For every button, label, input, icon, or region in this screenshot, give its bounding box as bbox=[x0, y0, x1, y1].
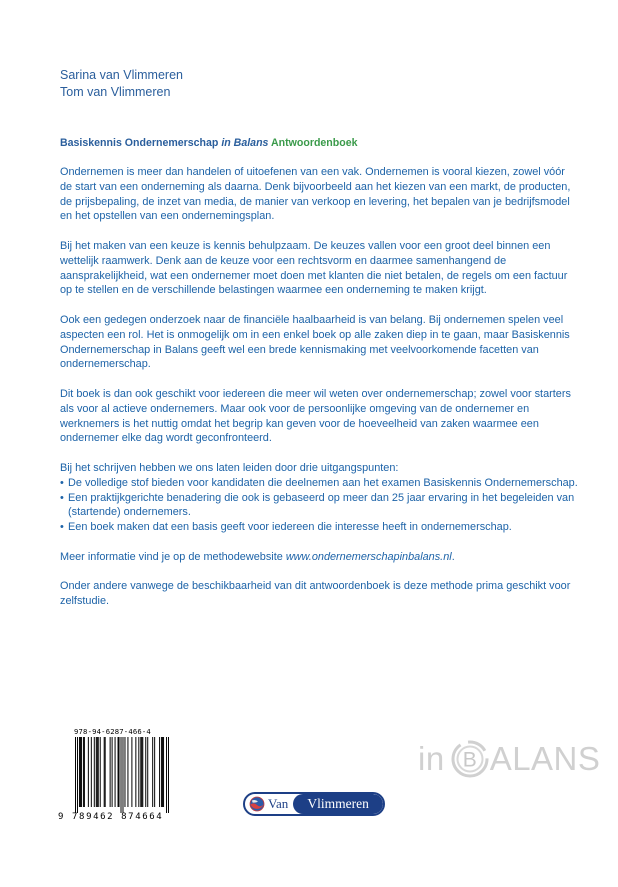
barcode-bar bbox=[152, 737, 153, 807]
barcode-bar bbox=[122, 737, 123, 813]
barcode-bars bbox=[75, 737, 169, 813]
barcode-bar bbox=[166, 737, 167, 813]
logo-prefix: in bbox=[418, 740, 445, 777]
barcode-bar bbox=[118, 737, 119, 807]
principle-item: • Een boek maken dat een basis geeft voor iedereen die interesse heeft in ondernemerschap. bbox=[60, 520, 580, 535]
barcode-bar bbox=[127, 737, 128, 807]
barcode-bar bbox=[162, 737, 163, 807]
back-cover-text bbox=[60, 165, 580, 624]
barcode-bar bbox=[163, 737, 164, 807]
barcode-bar bbox=[161, 737, 162, 807]
author-1: Sarina van Vlimmeren bbox=[60, 68, 183, 82]
website-prefix: Meer informatie vind je op de methodewebsite bbox=[60, 550, 286, 563]
barcode-bar bbox=[75, 737, 76, 813]
barcode-bar bbox=[159, 737, 160, 807]
website-line bbox=[60, 550, 580, 565]
barcode-bar bbox=[83, 737, 84, 807]
svg-text:B: B bbox=[462, 748, 477, 772]
isbn-label: 978-94-6287-466-4 bbox=[74, 727, 151, 736]
publisher-name-part1: Van bbox=[268, 796, 289, 811]
barcode-bar bbox=[80, 737, 81, 807]
title-main: Basiskennis Ondernemerschap bbox=[60, 137, 222, 149]
barcode-bar bbox=[104, 737, 105, 807]
barcode-bar bbox=[79, 737, 80, 807]
barcode-bar bbox=[105, 737, 106, 807]
barcode-bar bbox=[91, 737, 92, 807]
title-series: in Balans bbox=[221, 137, 269, 149]
authors bbox=[60, 67, 183, 101]
barcode-bar bbox=[81, 737, 82, 807]
logo-rest: ALANS bbox=[489, 740, 601, 777]
publisher-name-part2: Vlimmeren bbox=[293, 794, 383, 814]
barcode-bar bbox=[96, 737, 97, 807]
barcode-bar bbox=[124, 737, 125, 807]
principle-item: • De volledige stof bieden voor kandidaten die deelnemen aan het examen Basiskennis Ondernemerschap. bbox=[60, 476, 580, 491]
website-link[interactable]: www.ondernemerschapinbalans.nl bbox=[285, 550, 452, 563]
website-suffix: . bbox=[451, 550, 455, 563]
barcode-bar bbox=[77, 737, 78, 813]
paragraph: Ook een gedegen onderzoek naar de financiële haalbaarheid is van belang. Bij ondernemen spelen veel aspecten een rol. Het is onmogelijk om in een enkel boek op alle zaken diep in te gaan, maar Basiskennis Ondernemerschap in Balans geeft wel een brede kennismaking met veelvoorkomende facetten van ondernemerschap. bbox=[60, 313, 570, 371]
principles-list bbox=[60, 476, 580, 535]
barcode-bar bbox=[121, 737, 122, 813]
barcode-bar bbox=[142, 737, 143, 807]
barcode-bar bbox=[168, 737, 169, 813]
paragraph: Bij het maken van een keuze is kennis behulpzaam. De keuzes vallen voor een groot deel binnen een wettelijk raamwerk. Denk aan de keuze voor een rechtsvorm en daarmee samenhangend de aansprakelijkheid, wat een ondernemer moet doen met klanten die niet betalen, de regels om een factuur op te stellen en de verschillende belastingen waarmee een onderneming te maken krijgt. bbox=[60, 239, 568, 297]
balans-circle-icon bbox=[450, 739, 490, 779]
barcode-bar bbox=[98, 737, 99, 807]
barcode-digits: 9 789462 874664 bbox=[58, 812, 164, 822]
principle-item: • Een praktijkgerichte benadering die ook is gebaseerd op meer dan 25 jaar ervaring in het begeleiden van (startende) ondernemers. bbox=[60, 491, 580, 521]
paragraph: Ondernemen is meer dan handelen of uitoefenen van een vak. Ondernemen is vooral kiezen, zowel vóór de start van een onderneming als daarna. Denk bijvoorbeeld aan het kiezen van een markt, de producten, de prijsbepaling, de inzet van media, de manier van verkoop en levering, het bepalen van je bedrijfsmodel en het opstellen van een ondernemingsplan. bbox=[60, 166, 571, 223]
book-title bbox=[60, 137, 358, 149]
barcode-bar bbox=[112, 737, 113, 807]
barcode-bar bbox=[94, 737, 95, 807]
barcode-bar bbox=[140, 737, 141, 807]
barcode-bar bbox=[138, 737, 139, 807]
barcode-bar bbox=[84, 737, 85, 807]
title-edition: Antwoordenboek bbox=[268, 137, 358, 149]
barcode-bar bbox=[141, 737, 142, 807]
barcode-bar bbox=[135, 737, 136, 807]
in-balans-logo bbox=[418, 737, 600, 781]
barcode-bar bbox=[100, 737, 101, 807]
barcode-bar bbox=[97, 737, 98, 807]
publisher-logo bbox=[243, 792, 385, 816]
barcode-bar bbox=[145, 737, 146, 807]
barcode-bar bbox=[110, 737, 111, 807]
globe-icon bbox=[249, 796, 265, 812]
barcode-bar bbox=[131, 737, 132, 807]
barcode-bar bbox=[154, 737, 155, 807]
barcode-bar bbox=[88, 737, 89, 807]
barcode-bar bbox=[115, 737, 116, 807]
closing-paragraph: Onder andere vanwege de beschikbaarheid van dit antwoordenboek is deze methode prima geschikt voor zelfstudie. bbox=[60, 580, 571, 608]
barcode-bar bbox=[147, 737, 148, 807]
principles-intro: Bij het schrijven hebben we ons laten leiden door drie uitgangspunten: bbox=[60, 461, 399, 474]
author-2: Tom van Vlimmeren bbox=[60, 85, 171, 99]
barcode-bar bbox=[119, 737, 120, 807]
paragraph: Dit boek is dan ook geschikt voor iedereen die meer wil weten over ondernemerschap; zowel voor starters als voor al actieve ondernemers. Maar ook voor de persoonlijke omgeving van de ondernemer en werknemers is het nuttig omdat het begrip kan geven voor de hoeveelheid van zaken waarmee een ondernemer elke dag wordt geconfronteerd. bbox=[60, 387, 571, 445]
